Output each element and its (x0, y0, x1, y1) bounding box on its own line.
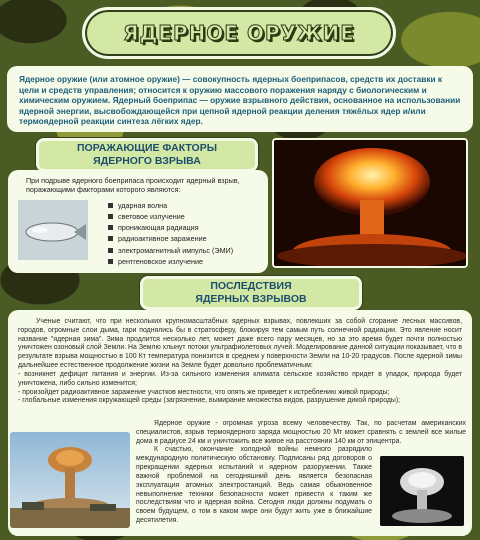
list-item: рентгеновское излучение (108, 256, 233, 267)
list-item: радиоактивное заражение (108, 233, 233, 244)
intro-text: Ядерное оружие (или атомное оружие) — совокупность ядерных боеприпасов, средств их доставки к цели и средств управления; относится к оружию массового поражения наряду с биологическим и химическим оружием. Ядерный боеприпас — оружие взрывного действия, основанное на использовании ядерной энергии, высвобождающейся при цепной ядерной реакции деления тяжёлых ядер и/или термоядерной реакции синтеза лёгких ядер. (19, 74, 461, 127)
test-explosion-photo (10, 432, 130, 528)
factors-heading-line1: ПОРАЖАЮЩИЕ ФАКТОРЫ (76, 142, 217, 155)
explosion-photo (272, 138, 468, 268)
page-title: ЯДЕРНОЕ ОРУЖИЕ (123, 21, 355, 45)
consequences-heading (140, 276, 362, 310)
list-item: электромагнитный импульс (ЭМИ) (108, 245, 233, 256)
bw-explosion-photo (380, 456, 464, 526)
factors-lead: При подрыве ядерного боеприпаса происходит ядерный взрыв, поражающими факторами которого являются: (26, 176, 240, 194)
consequences-paragraph: К счастью, окончание холодной войны немного разрядило международную политическую обстановку. Подписаны ряд договоров о прекращении ядерных испытаний и ядерном разоружении. Также важной проблемой на сегодняшний день является безопасная эксплуатация атомных электростанций. Ведь самая обыкновенное невыполнение техники безопасности может привести к таким же последствиям что и ядерная война. Сегодня люди должны подумать о своем будущем, о том в каком мире они будут жить уже в ближайшие десятилетия. (136, 446, 372, 525)
consequences-heading-line2: ЯДЕРНЫХ ВЗРЫВОВ (195, 293, 307, 305)
test-explosion-art (10, 432, 130, 528)
consequences-paragraph: Ядерное оружие - огромная угроза всему человечеству. Так, по расчетам американских специалистов, взрыв термоядерного заряда мощностью 20 Мт может сравнять с землей все жилые дома в радиусе 24 км и уничтожить все живое на расстоянии 140 км от эпицентра. (136, 420, 466, 445)
factors-panel (8, 170, 268, 273)
factors-heading-line2: ЯДЕРНОГО ВЗРЫВА (93, 155, 201, 167)
factors-heading (36, 138, 258, 172)
explosion-photo-art (274, 140, 468, 268)
intro-panel (7, 66, 473, 132)
list-item: световое излучение (108, 211, 233, 222)
title-banner (82, 7, 396, 59)
consequences-heading-line1: ПОСЛЕДСТВИЯ (210, 280, 292, 293)
bw-explosion-art (380, 456, 464, 526)
consequences-paragraph: - возникнет дефицит питания и энергии. Из-за сильного изменения климата сельское хозяйство придет в упадок, природа будет уничтожена, либо сильно изменится; (18, 370, 462, 387)
factors-list (108, 200, 233, 267)
list-item: проникающая радиация (108, 222, 233, 233)
bomb-image (18, 200, 88, 260)
consequences-paragraph: - произойдет радиоактивное заражение участков местности, что опять же приведет к истреблению живой природы; (18, 388, 390, 396)
consequences-paragraph: Ученые считают, что при нескольких крупномасштабных ядерных взрывах, повлекших за собой сгорание лесных массивов, городов, огромные слои дыма, гари поднялись бы в стратосферу, блокируя тем самым путь солнечной радиации. Это явление носит название "ядерная зима". Зима продлится несколько лет, может даже всего пару месяцев, но за это время будет почти полностью уничтожен озоновый слой Земли. На Землю хлынут потоки ультрафиолетовых лучей. Моделирование данной ситуации показывает, что в результате взрыва мощностью в 100 Кт температура понизится в среднем у поверхности Земли на 10-20 градусов. После ядерной зимы дальнейшее естественное продолжение жизни на Земле будет довольно проблематичным: (18, 318, 462, 370)
list-item: ударная волна (108, 200, 233, 211)
consequences-paragraph: - глобальные изменения окружающей среды (загрязнение, вымирание множества видов, разрушение дикой природы); (18, 397, 401, 405)
